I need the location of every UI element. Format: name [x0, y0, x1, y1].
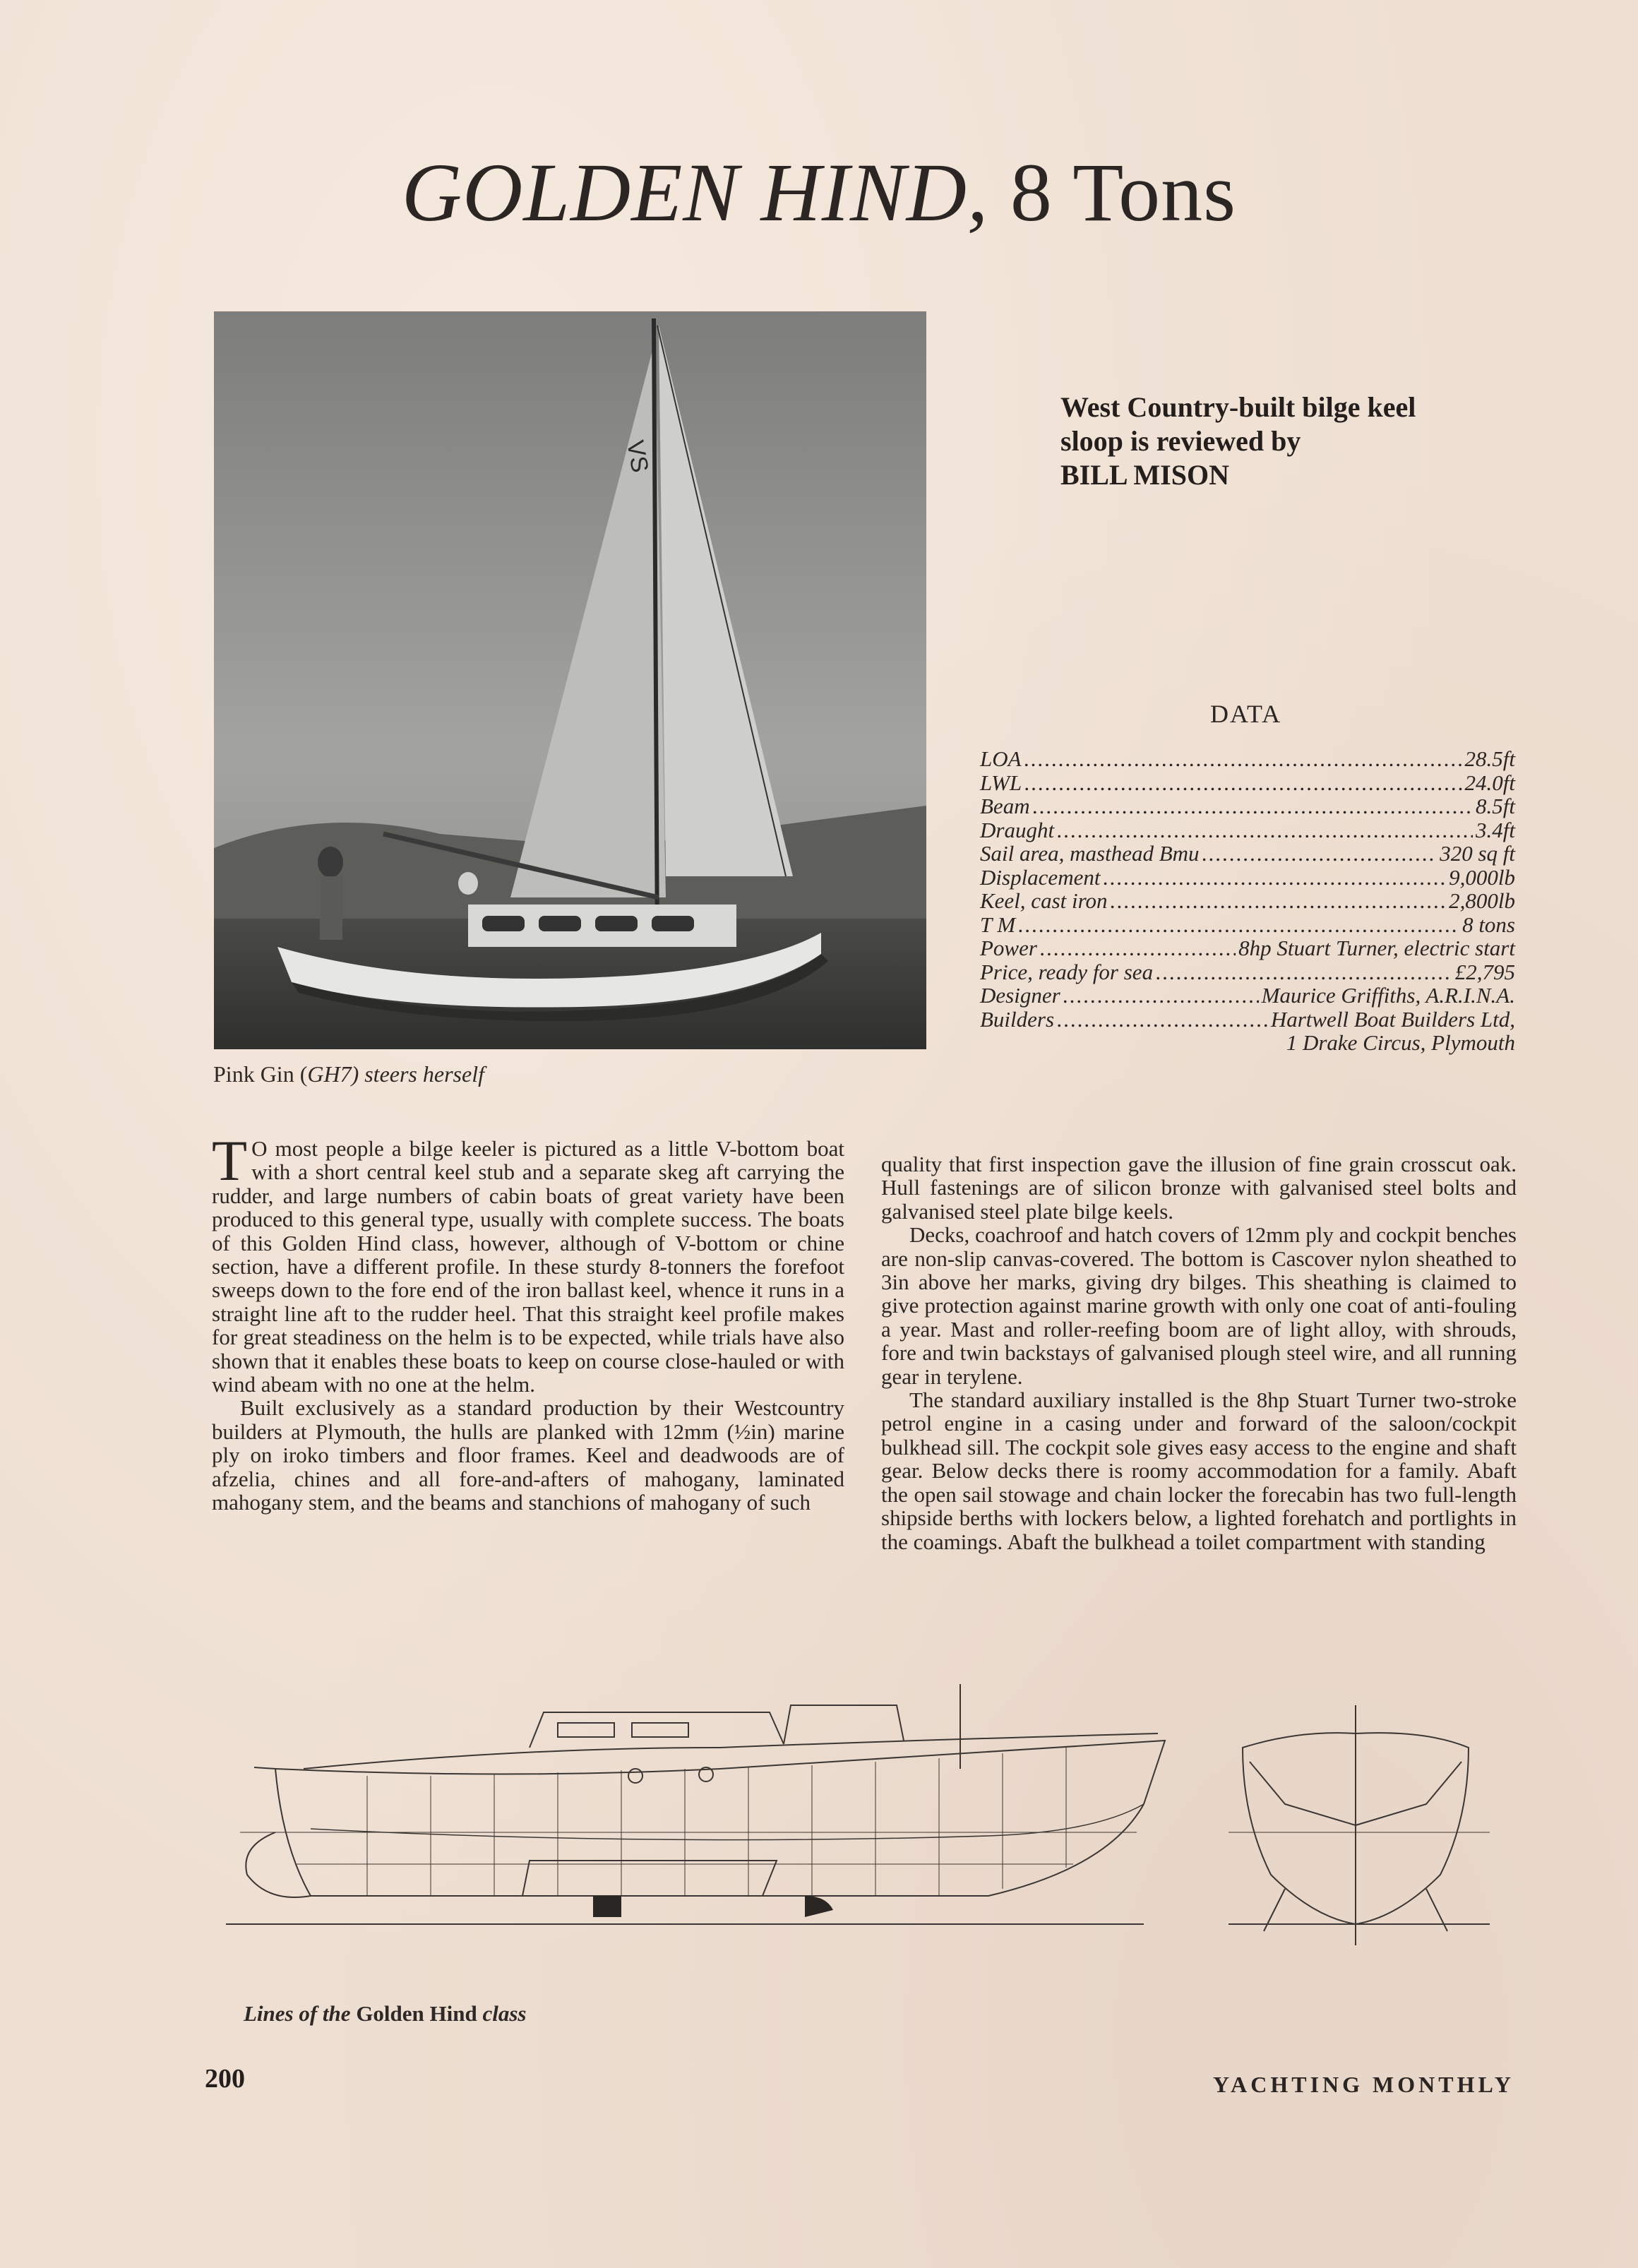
spec-row: [980, 866, 1515, 890]
photo-caption-suffix: ) steers herself: [351, 1061, 484, 1087]
article-column-2: [881, 1152, 1517, 1553]
spec-row: [980, 913, 1515, 937]
spec-row-continuation: [980, 1031, 1515, 1055]
spec-value: 8 tons: [1462, 912, 1515, 937]
spec-row: [980, 747, 1515, 771]
spec-label: Designer: [980, 983, 1060, 1008]
spec-label: Price, ready for sea: [980, 959, 1154, 984]
spec-value: Maurice Griffiths, A.R.I.N.A.: [1261, 983, 1515, 1008]
spec-row: [980, 936, 1515, 960]
sail-number-text: VS: [621, 438, 654, 475]
spec-row: [980, 1008, 1515, 1032]
article-paragraph: quality that first inspection gave the illusion of fine grain crosscut oak. Hull fastenings are of silicon bronze with galvanised steel bolts and galvanised steel plate bilge keels.: [881, 1152, 1517, 1224]
spec-row: [980, 818, 1515, 842]
spec-label: LWL: [980, 770, 1022, 795]
drop-cap: T: [212, 1128, 248, 1193]
spec-label: T M: [980, 912, 1016, 937]
spec-row: [980, 960, 1515, 984]
data-heading: DATA: [1210, 700, 1282, 728]
standfirst-line: sloop is reviewed by: [1060, 425, 1301, 457]
standfirst: [1060, 390, 1484, 492]
builders-address: 1 Drake Circus, Plymouth: [1286, 1030, 1515, 1055]
caption-text: Lines of the: [244, 2001, 351, 2026]
standfirst-line: West Country-built bilge keel: [1060, 391, 1416, 423]
yacht-photo: [214, 311, 926, 1049]
spec-row: [980, 842, 1515, 866]
spec-value: 9,000lb: [1449, 864, 1515, 890]
caption-text: class: [482, 2001, 527, 2026]
spec-value: 28.5ft: [1464, 746, 1515, 771]
spec-row: [980, 794, 1515, 818]
magazine-name: YACHTING MONTHLY: [1212, 2072, 1514, 2097]
article-paragraph: The standard auxiliary installed is the 8hp Stuart Turner two-stroke petrol engine in a casing under and forward of the saloon/cockpit bulkhead sill. The cockpit sole gives easy access to the engine and shaft gear. Below decks there is roomy accommodation for a family. Abaft the open sail stowage and chain locker the forecabin has two full-length shipside berths with lockers below, a lighted forehatch and portlights in the coamings. Abaft the bulkhead a toilet compartment with standing: [881, 1387, 1517, 1554]
spec-label: Draught: [980, 817, 1055, 842]
lines-drawing: [226, 1663, 1518, 1988]
title-boat-name: GOLDEN HIND,: [401, 146, 989, 239]
article-paragraph: Decks, coachroof and hatch covers of 12mm ply and cockpit benches are non-slip canvas-covered. The bottom is Cascover nylon sheathed to 3in above her marks, giving dry bilges. This sheathing is claimed to give protection against marine growth with only one coat of anti-fouling a year. Mast and roller-reefing boom are of light alloy, with shrouds, fore and twin backstays of galvanised plough steel wire, and all running gear in terylene.: [881, 1222, 1517, 1389]
paragraph-text: O most people a bilge keeler is pictured as a little V-bottom boat with a short central keel stub and a separate skeg aft carrying the rudder, and large numbers of cabin boats of great variety have been produced to this general type, usually with complete success. The boats of this Golden Hind class, however, although of V-bottom or chine section, have a different profile. In these sturdy 8-tonners the forefoot sweeps down to the fore end of the iron ballast keel, whence it runs in a straight line aft to the rudder heel. That this straight keel profile makes for great steadiness on the helm is to be expected, while trials have also shown that it enables these boats to keep on course close-hauled or with wind abeam with no one at the helm.: [212, 1136, 844, 1397]
spec-value: 8.5ft: [1476, 794, 1515, 818]
spec-value: 3.4ft: [1476, 817, 1515, 842]
spec-row: [980, 889, 1515, 913]
article-paragraph: Built exclusively as a standard production by their Westcountry builders at Plymouth, the hulls are planked with 12mm (½in) marine ply on iroko timbers and floor frames. Keel and deadwoods are of afzelia, chines and all fore-and-afters of mahogany, laminated mahogany stem, and the beams and stanchions of mahogany of such: [212, 1395, 844, 1515]
spec-value: £2,795: [1454, 959, 1515, 984]
spec-row: [980, 771, 1515, 795]
spec-label: Displacement: [980, 864, 1101, 890]
spec-label: LOA: [980, 746, 1022, 771]
specs-table: [980, 747, 1515, 1055]
spec-row: [980, 984, 1515, 1008]
author-name: BILL MISON: [1060, 459, 1229, 491]
title-tonnage: 8 Tons: [988, 146, 1237, 239]
spec-label: Sail area, masthead Bmu: [980, 841, 1200, 866]
page-number: 200: [205, 2064, 245, 2094]
spec-value: 8hp Stuart Turner, electric start: [1238, 936, 1515, 960]
photo-caption-code: GH7: [307, 1061, 352, 1087]
article-paragraph: [212, 1128, 844, 1397]
caption-class-name: Golden Hind: [350, 2001, 483, 2026]
spec-label: Power: [980, 936, 1037, 960]
lines-drawing-caption: [244, 2001, 527, 2027]
spec-value: 2,800lb: [1449, 888, 1515, 913]
spec-value: 24.0ft: [1464, 770, 1515, 795]
spec-label: Keel, cast iron: [980, 888, 1108, 913]
spec-value: Hartwell Boat Builders Ltd,: [1270, 1006, 1515, 1032]
spec-label: Beam: [980, 794, 1030, 818]
photo-caption-prefix: Pink Gin (: [213, 1061, 308, 1087]
lines-drawing-image: [226, 1663, 1518, 1988]
photo-caption: [213, 1061, 484, 1087]
yacht-photo-image: [214, 311, 926, 1049]
article-title: [0, 145, 1638, 241]
spec-value: 320 sq ft: [1440, 841, 1515, 866]
article-column-1: [212, 1128, 844, 1515]
spec-label: Builders: [980, 1006, 1055, 1032]
